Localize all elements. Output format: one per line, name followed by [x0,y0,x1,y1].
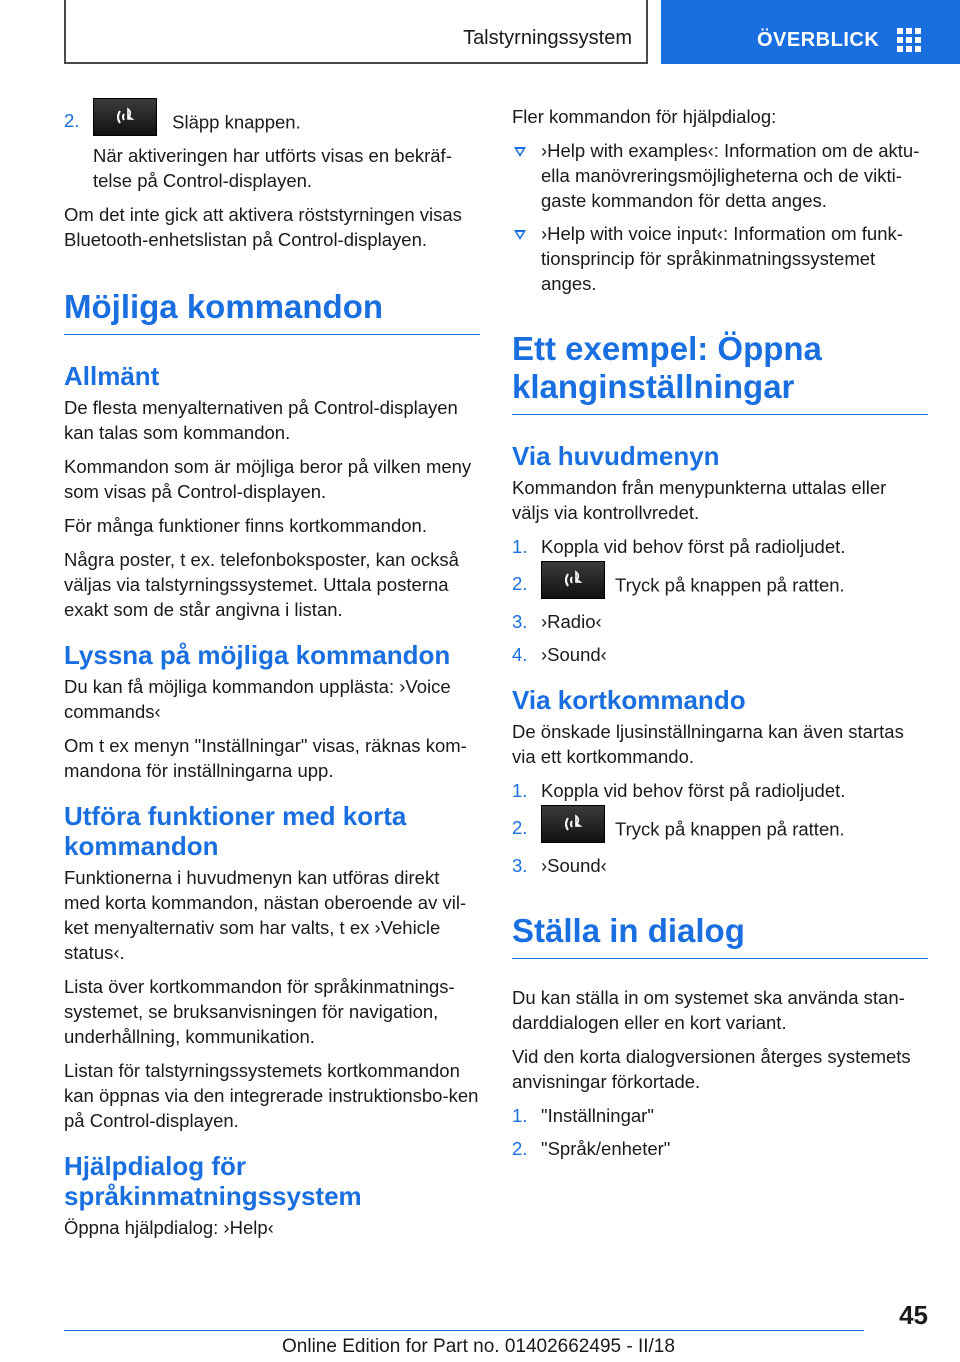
list-item [512,1136,928,1161]
heading-hjalpdialog: Hjälpdialog för språkinmatningssystem [64,1151,362,1211]
paragraph: Om det inte gick att aktivera röststyrningen visas Bluetooth-enhetslistan på Control-displayen. [64,204,462,250]
heading-lyssna: Lyssna på möjliga kommandon [64,640,451,670]
step-text: Koppla vid behov först på radioljudet. [541,780,846,801]
step-number: 2. [64,110,80,131]
paragraph: Kommandon från menypunkterna uttalas eller väljs via kontrollvredet. [512,477,887,523]
release-steps [64,104,480,138]
help-bullets [512,138,928,296]
section-title-dialog: Ställa in dialog [512,912,928,959]
bullet-text: ›Help with examples‹: Information om de aktu‐ella manövreringsmöjligheterna och de vikti‐gaste kommandon för detta anges. [541,140,920,211]
list-item [512,138,928,213]
paragraph: Kommandon som är möjliga beror på vilken meny som visas på Control-displayen. [64,456,472,502]
section-title-exempel: Ett exempel: Öppna klanginställningar [512,330,928,415]
step-text: ›Sound‹ [541,644,607,665]
step-text: "Språk/enheter" [541,1138,671,1159]
list-item [512,811,928,845]
heading-allmant: Allmänt [64,361,160,391]
step-number: 3. [512,855,528,876]
paragraph: För många funktioner finns kortkommandon. [64,515,427,536]
right-column [512,104,928,1170]
list-item [512,609,928,634]
kort-steps [512,778,928,878]
step-number: 1. [512,780,528,801]
triangle-bullet-icon [514,147,526,157]
step-number: 2. [512,1138,528,1159]
step-subtext: När aktiveringen har utförts visas en bekräf‐telse på Control-displayen. [93,145,452,191]
step-text: Släpp knappen. [172,111,301,133]
paragraph: Öppna hjälpdialog: ›Help‹ [64,1217,274,1238]
paragraph: Några poster, t ex. telefonboksposter, kan också väljas via talstyrningssystemet. Uttala posterna exakt som de står angivna i listan. [64,549,459,620]
heading-via-huvudmenyn: Via huvudmenyn [512,441,720,471]
triangle-bullet-icon [514,230,526,240]
list-item [512,221,928,296]
dialog-steps [512,1103,928,1161]
step-text: Tryck på knappen på ratten. [615,818,845,840]
step-text: ›Sound‹ [541,855,607,876]
paragraph: Listan för talstyrningssystemets kortkommandon kan öppnas via den integrerade instruktionsbo‐ken på Control-displayen. [64,1060,479,1131]
paragraph: Vid den korta dialogversionen återges systemets anvisningar förkortade. [512,1046,911,1092]
list-item [512,567,928,601]
header-title: Talstyrningssystem [463,27,632,49]
heading-via-kortkommando: Via kortkommando [512,685,746,715]
paragraph: Lista över kortkommandon för språkinmatnings‐systemet, se bruksanvisningen för navigation, underhållning, kommunikation. [64,976,455,1047]
step-number: 2. [512,573,528,594]
voice-command-button-icon [541,805,605,843]
list-item [512,534,928,559]
overview-tab-label: ÖVERBLICK [757,29,880,51]
header-frame [64,0,648,64]
list-item [512,778,928,803]
list-item [512,853,928,878]
footer-divider [64,1330,864,1331]
via-steps [512,534,928,667]
grid-icon [897,28,921,52]
step-text: Koppla vid behov först på radioljudet. [541,536,846,557]
overview-tab[interactable] [661,0,960,64]
step-text: Tryck på knappen på ratten. [615,574,845,596]
step-number: 3. [512,611,528,632]
paragraph: De flesta menyalternativen på Control-displayen kan talas som kommandon. [64,397,458,443]
list-item [64,104,480,138]
page-number: 45 [899,1300,928,1330]
step-number: 1. [512,1105,528,1126]
step-text: ›Radio‹ [541,611,602,632]
heading-utfora: Utföra funktioner med korta kommandon [64,801,407,861]
paragraph: Du kan ställa in om systemet ska använda stan‐darddialogen eller en kort variant. [512,987,905,1033]
section-title-kommandon: Möjliga kommandon [64,288,480,335]
step-text: "Inställningar" [541,1105,654,1126]
step-number: 2. [512,817,528,838]
paragraph: Du kan få möjliga kommandon upplästa: ›Voice commands‹ [64,676,451,722]
footer-edition: Online Edition for Part no. 01402662495 - II/18 [282,1336,675,1357]
paragraph: Om t ex menyn "Inställningar" visas, räknas kom‐mandona för inställningarna upp. [64,735,467,781]
list-item [512,642,928,667]
paragraph: Funktionerna i huvudmenyn kan utföras direkt med korta kommandon, nästan oberoende av vil‐ket menyalternativ som har valts, t ex ›Vehicle status‹. [64,867,467,963]
step-number: 1. [512,536,528,557]
bullet-text: ›Help with voice input‹: Information om funk‐tionsprincip för språkinmatningssystemet anges. [541,223,903,294]
step-number: 4. [512,644,528,665]
list-item [512,1103,928,1128]
voice-command-button-icon [93,98,157,136]
voice-command-button-icon [541,561,605,599]
paragraph: Fler kommandon för hjälpdialog: [512,106,777,127]
paragraph: De önskade ljusinställningarna kan även startas via ett kortkommando. [512,721,904,767]
left-column [64,104,480,1249]
